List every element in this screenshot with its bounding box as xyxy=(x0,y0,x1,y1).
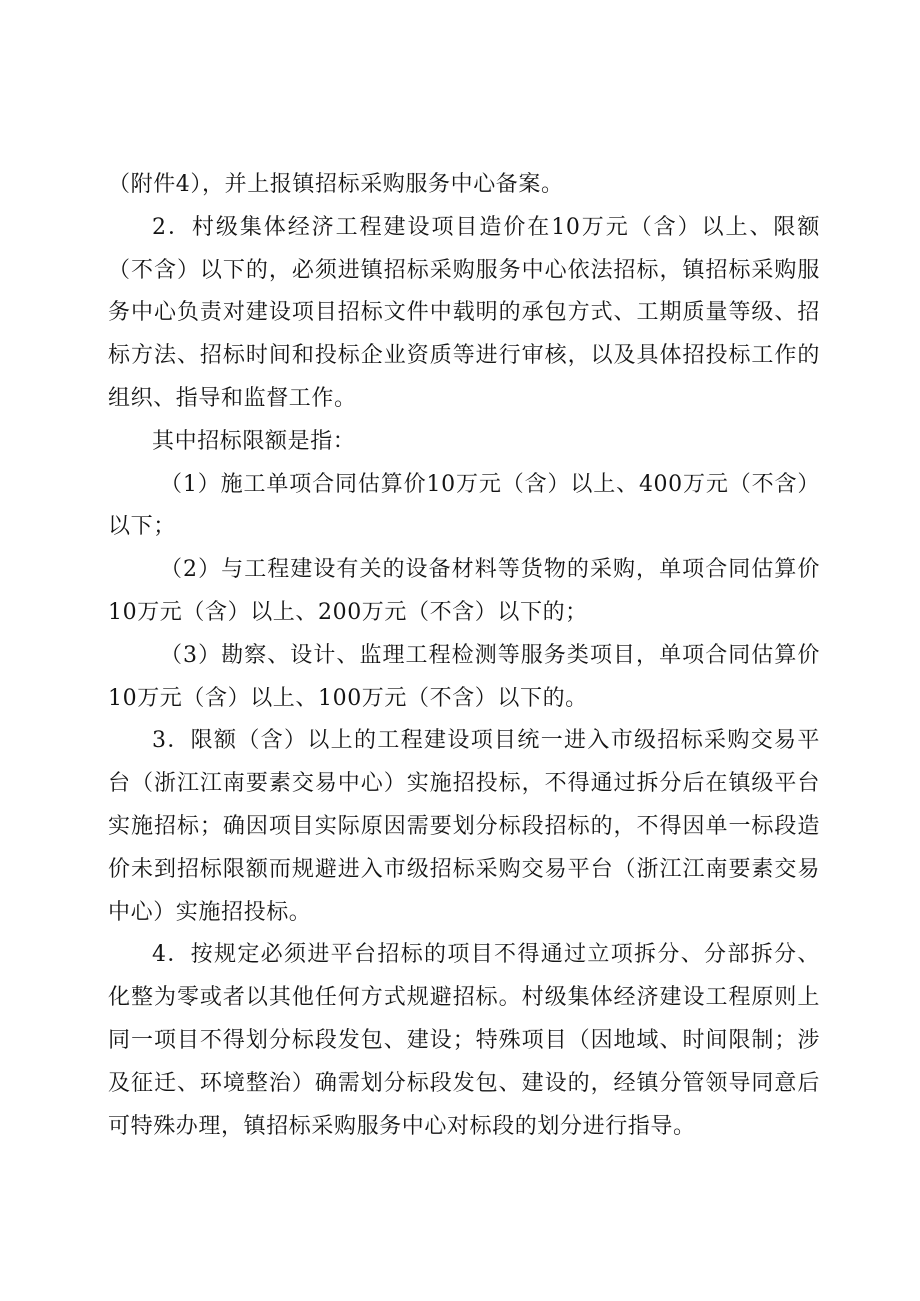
paragraph-clause-2: 2．村级集体经济工程建设项目造价在10万元（含）以上、限额（不含）以下的，必须进镇招标采购服务中心依法招标，镇招标采购服务中心负责对建设项目招标文件中载明的承包方式、工期质量等级、招标方法、招标时间和投标企业资质等进行审核，以及具体招投标工作的组织、指导和监督工作。 xyxy=(108,214,820,411)
paragraph-item-1: （1）施工单项合同估算价10万元（含）以上、400万元（不含）以下； xyxy=(108,471,820,540)
paragraph-item-2: （2）与工程建设有关的设备材料等货物的采购，单项合同估算价10万元（含）以上、200万元（不含）以下的； xyxy=(108,557,820,625)
paragraph-limit-intro: 其中招标限额是指： xyxy=(152,428,356,454)
paragraph-clause-4: 4．按规定必须进平台招标的项目不得通过立项拆分、分部拆分、化整为零或者以其他任何方式规避招标。村级集体经济建设工程原则上同一项目不得划分标段发包、建设；特殊项目（因地域、时间限制；涉及征迁、环境整治）确需划分标段发包、建设的，经镇分管领导同意后可特殊办理，镇招标采购服务中心对标段的划分进行指导。 xyxy=(108,942,820,1139)
paragraph-clause-3: 3．限额（含）以上的工程建设项目统一进入市级招标采购交易平台（浙江江南要素交易中心）实施招投标，不得通过拆分后在镇级平台实施招标；确因项目实际原因需要划分标段招标的，不得因单一标段造价未到招标限额而规避进入市级招标采购交易平台（浙江江南要素交易中心）实施招投标。 xyxy=(108,728,820,925)
document-body xyxy=(108,164,820,1148)
paragraph-attachment-note: （附件4），并上报镇招标采购服务中心备案。 xyxy=(108,172,564,197)
paragraph-item-3: （3）勘察、设计、监理工程检测等服务类项目，单项合同估算价10万元（含）以上、100万元（不含）以下的。 xyxy=(108,642,820,711)
